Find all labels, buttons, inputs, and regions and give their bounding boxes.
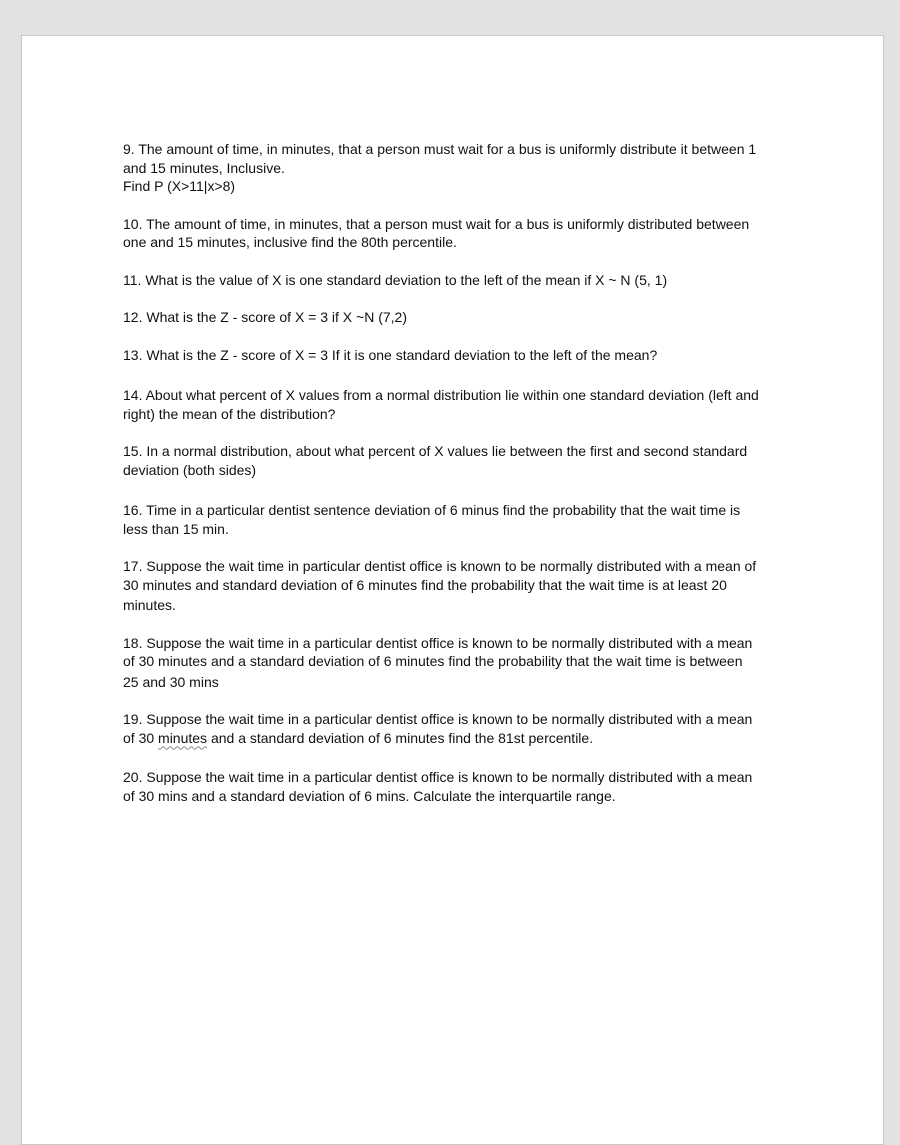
question-19-line-2-end: and a standard deviation of 6 minutes find the 81st percentile. — [207, 729, 594, 746]
question-13-line-1: 13. What is the Z - score of X = 3 If it is one standard deviation to the left of the mean? — [123, 346, 658, 363]
question-11 — [123, 271, 793, 290]
question-14 — [123, 386, 793, 423]
question-17 — [123, 557, 793, 615]
question-19-line-2-start: of 30 — [123, 729, 159, 746]
question-18 — [123, 634, 793, 692]
question-15 — [123, 442, 793, 479]
question-9-line-1: 9. The amount of time, in minutes, that a person must wait for a bus is uniformly distribute it between 1 — [123, 141, 757, 157]
spelling-flagged-word[interactable]: minutes — [158, 729, 208, 746]
question-9-line-2: and 15 minutes, Inclusive. — [123, 159, 285, 176]
question-19-line-2 — [123, 729, 793, 748]
question-9-line-3: Find P (X>11|x>8) — [123, 178, 236, 194]
question-10-line-1: 10. The amount of time, in minutes, that a person must wait for a bus is uniformly distributed between — [123, 215, 750, 232]
question-12-line-1: 12. What is the Z - score of X = 3 if X ~N (7,2) — [123, 309, 407, 325]
question-18-line-3: 25 and 30 mins — [123, 673, 219, 690]
question-10-line-2: one and 15 minutes, inclusive find the 80th percentile. — [123, 234, 457, 250]
question-16-line-1: 16. Time in a particular dentist sentence deviation of 6 minus find the probability that the wait time is — [123, 502, 741, 518]
document-page — [21, 35, 884, 1145]
question-15-line-2: deviation (both sides) — [123, 461, 257, 478]
question-20-line-1: 20. Suppose the wait time in a particular dentist office is known to be normally distributed with a mean — [123, 769, 753, 785]
question-11-line-1: 11. What is the value of X is one standard deviation to the left of the mean if X ~ N (5, 1) — [123, 271, 668, 288]
question-10 — [123, 215, 793, 252]
question-17-line-1: 17. Suppose the wait time in particular dentist office is known to be normally distributed with a mean of — [123, 558, 757, 574]
document-body — [123, 140, 793, 805]
question-18-line-1: 18. Suppose the wait time in a particular dentist office is known to be normally distributed with a mean — [123, 634, 753, 651]
question-15-line-1: 15. In a normal distribution, about what percent of X values lie between the first and second standard — [123, 443, 748, 459]
question-14-line-2: right) the mean of the distribution? — [123, 405, 336, 422]
question-16 — [123, 501, 793, 538]
question-18-line-2: of 30 minutes and a standard deviation of 6 minutes find the probability that the wait time is between — [123, 653, 743, 669]
question-17-line-2: 30 minutes and standard deviation of 6 minutes find the probability that the wait time is at least 20 — [123, 576, 727, 593]
question-16-line-2: less than 15 min. — [123, 520, 229, 537]
question-14-line-1: 14. About what percent of X values from a normal distribution lie within one standard deviation (left and — [123, 387, 759, 403]
question-9 — [123, 140, 793, 196]
question-20-line-2: of 30 mins and a standard deviation of 6 mins. Calculate the interquartile range. — [123, 787, 616, 804]
question-13 — [123, 346, 793, 365]
question-19-line-1: 19. Suppose the wait time in a particular dentist office is known to be normally distributed with a mean — [123, 711, 753, 727]
question-17-line-3: minutes. — [123, 597, 176, 613]
question-12 — [123, 308, 793, 327]
question-19 — [123, 710, 793, 747]
question-20 — [123, 768, 793, 805]
